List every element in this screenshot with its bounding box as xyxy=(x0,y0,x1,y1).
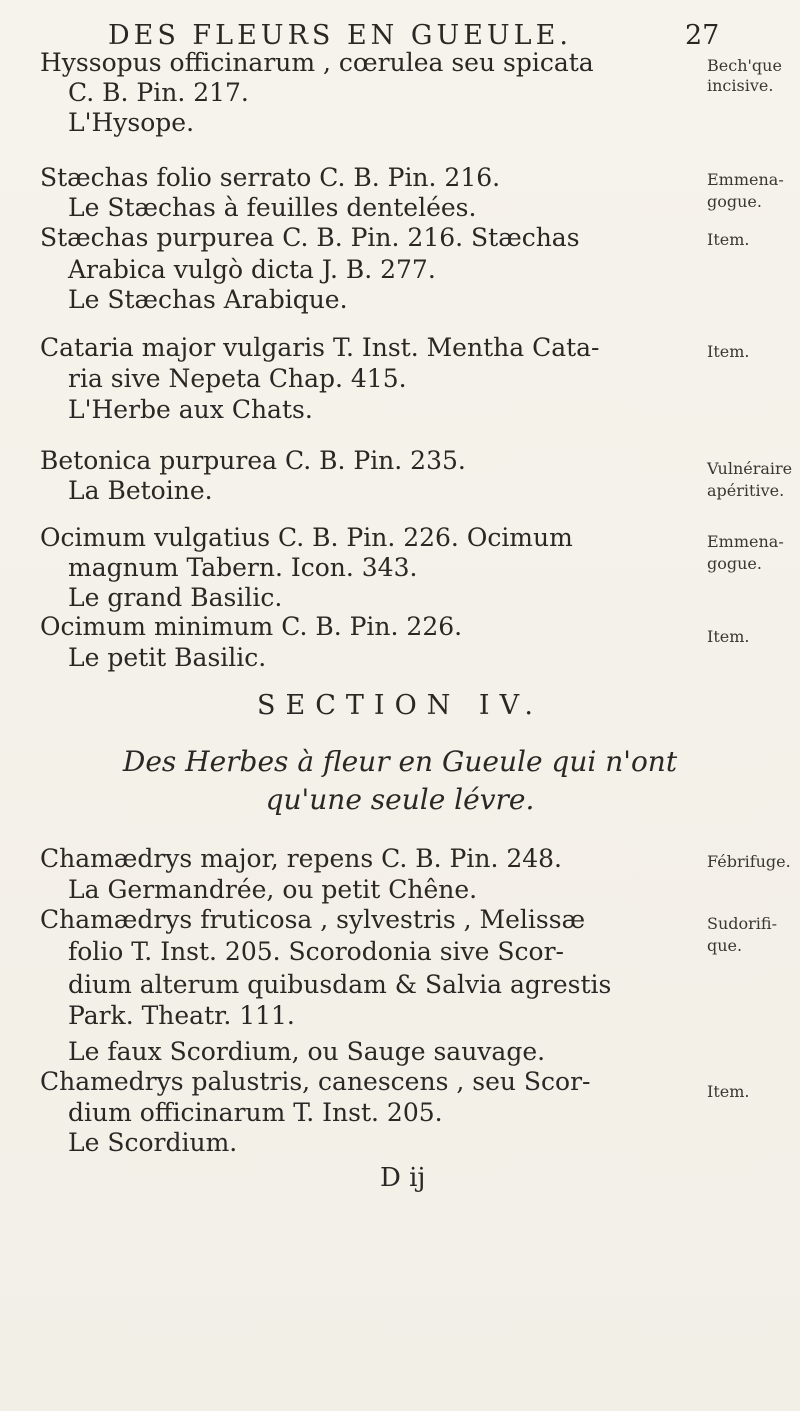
entry-line: Stæchas folio serrato C. B. Pin. 216. xyxy=(40,163,501,192)
entry-line: dium alterum quibusdam & Salvia agrestis xyxy=(68,970,612,999)
running-title: DES FLEURS EN GUEULE. xyxy=(108,20,572,51)
entry-line: La Betoine. xyxy=(68,476,213,505)
section-heading: SECTION IV. xyxy=(257,690,543,721)
side-note: Item. xyxy=(707,230,750,249)
side-note: gogue. xyxy=(707,192,762,211)
running-header xyxy=(108,20,728,51)
entry-line: L'Hysope. xyxy=(68,108,195,137)
side-note: incisive. xyxy=(707,76,774,95)
section-subtitle: qu'une seule lévre. xyxy=(265,783,535,816)
side-note: Item. xyxy=(707,342,750,361)
signature-mark: D ij xyxy=(380,1163,426,1193)
page-number: 27 xyxy=(685,20,720,51)
entry-line: C. B. Pin. 217. xyxy=(68,78,249,107)
entry-line: Hyssopus officinarum , cœrulea seu spicata xyxy=(40,48,594,77)
entry-line: Le Stæchas Arabique. xyxy=(68,285,348,314)
entry-line: Cataria major vulgaris T. Inst. Mentha Cata- xyxy=(40,333,600,362)
entry-line: folio T. Inst. 205. Scorodonia sive Scor- xyxy=(68,937,564,966)
entry-line: Chamedrys palustris, canescens , seu Scor- xyxy=(40,1067,591,1096)
side-note: Item. xyxy=(707,627,750,646)
side-note: Sudorifi- xyxy=(707,914,777,933)
side-note: que. xyxy=(707,936,743,955)
entry-line: Chamædrys major, repens C. B. Pin. 248. xyxy=(40,844,562,873)
side-note: Item. xyxy=(707,1082,750,1101)
entry-line: magnum Tabern. Icon. 343. xyxy=(68,553,418,582)
entry-line: ria sive Nepeta Chap. 415. xyxy=(68,364,407,393)
side-note: Emmena- xyxy=(707,170,784,189)
side-note: Emmena- xyxy=(707,532,784,551)
entry-line: Le petit Basilic. xyxy=(68,643,267,672)
side-note: gogue. xyxy=(707,554,762,573)
side-note: Bech'que xyxy=(707,56,782,75)
entry-line: Le faux Scordium, ou Sauge sauvage. xyxy=(68,1037,546,1066)
side-note: Vulnéraire xyxy=(707,459,793,478)
entry-line: Park. Theatr. 111. xyxy=(68,1001,295,1030)
entry-line: La Germandrée, ou petit Chêne. xyxy=(68,875,478,904)
entry-line: L'Herbe aux Chats. xyxy=(68,395,313,424)
side-note: Fébrifuge. xyxy=(707,852,791,871)
side-note: apéritive. xyxy=(707,481,785,500)
entry-line: Chamædrys fruticosa , sylvestris , Melissæ xyxy=(40,905,586,934)
entry-line: Le grand Basilic. xyxy=(68,583,283,612)
entry-line: Arabica vulgò dicta J. B. 277. xyxy=(68,255,436,284)
entry-line: Le Scordium. xyxy=(68,1128,238,1157)
entry-line: Le Stæchas à feuilles dentelées. xyxy=(68,193,477,222)
entry-line: Ocimum vulgatius C. B. Pin. 226. Ocimum xyxy=(40,523,573,552)
section-subtitle: Des Herbes à fleur en Gueule qui n'ont xyxy=(122,745,678,778)
entry-line: Betonica purpurea C. B. Pin. 235. xyxy=(40,446,466,475)
entry-line: Stæchas purpurea C. B. Pin. 216. Stæchas xyxy=(40,223,580,252)
entry-line: Ocimum minimum C. B. Pin. 226. xyxy=(40,612,463,641)
entry-line: dium officinarum T. Inst. 205. xyxy=(68,1098,443,1127)
